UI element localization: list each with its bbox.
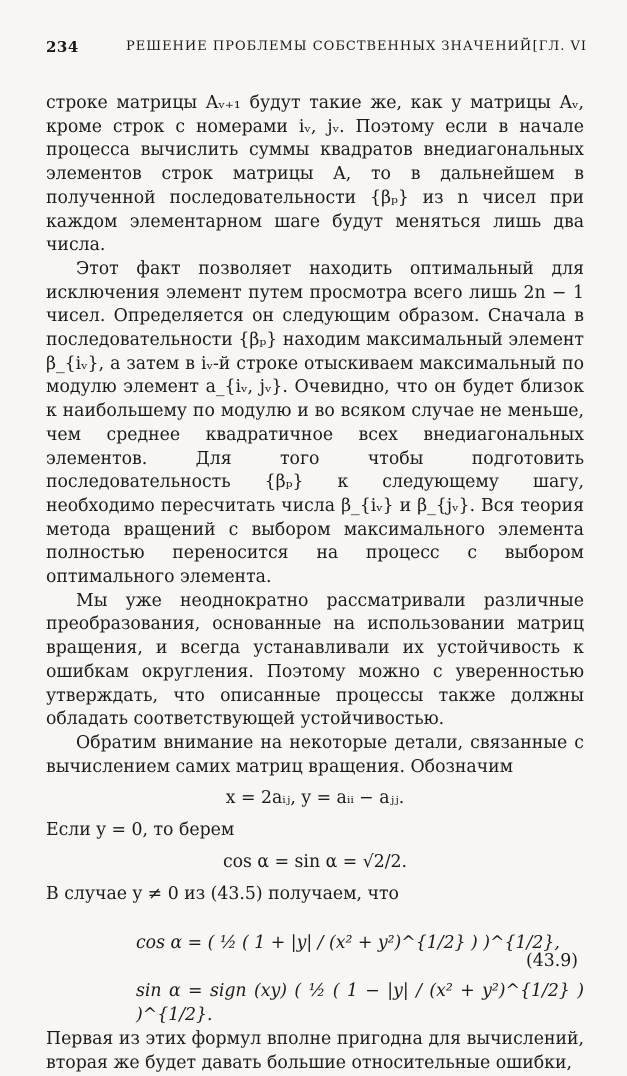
equation-43-9	[46, 910, 584, 1025]
running-header	[46, 36, 587, 60]
paragraph-3: Мы уже неоднократно рассматривали различные преобразования, основанные на использовании матриц вращения, и всегда устанавливали их устойчивость к ошибкам округления. Поэтому можно с уверенностью утверждать, что описанные процессы также должны обладать соответствующей устойчивостью.	[46, 590, 584, 730]
paragraph-1: строке матрицы Aᵥ₊₁ будут такие же, как у матрицы Aᵥ, кроме строк с номерами iᵥ, jᵥ. Поэтому если в начале процесса вычислить суммы квадратов внедиагональных элементов строк матрицы A, то в дальнейшем в полученной последовательности {βₚ} из n чисел при каждом элементарном шаге будут меняться лишь два числа.	[46, 93, 584, 256]
chapter-label: [ГЛ. VI	[532, 39, 587, 54]
text-case-y-nonzero: В случае y ≠ 0 из (43.5) получаем, что	[46, 883, 399, 904]
formula-cos-sin-equal: cos α = sin α = √2/2.	[222, 851, 408, 872]
running-title: РЕШЕНИЕ ПРОБЛЕМЫ СОБСТВЕННЫХ ЗНАЧЕНИЙ	[126, 39, 533, 54]
formula-cos: cos α = ( ½ ( 1 + |y| / (x² + y²)^{1/2} ) )^{1/2},	[136, 933, 560, 954]
formula-sin: sin α = sign (xy) ( ½ ( 1 − |y| / (x² + y²)^{1/2} ) )^{1/2}.	[136, 981, 584, 1025]
closing-paragraph: Первая из этих формул вполне пригодна для вычислений, вторая же будет давать большие относительные ошибки,	[46, 1029, 584, 1073]
text-if-y-zero: Если y = 0, то берем	[46, 820, 235, 841]
equation-number: (43.9)	[526, 951, 578, 972]
page-number: 234	[46, 38, 79, 56]
formula-xy: x = 2aᵢⱼ, y = aᵢᵢ − aⱼⱼ.	[225, 788, 405, 809]
paragraph-4: Обратим внимание на некоторые детали, связанные с вычислением самих матриц вращения. Обозначим	[46, 732, 584, 777]
paragraph-2: Этот факт позволяет находить оптимальный для исключения элемент путем просмотра всего лишь 2n − 1 чисел. Определяется он следующим образом. Сначала в последовательности {βₚ} находим максимальный элемент β_{iᵥ}, а затем в iᵥ-й строке отыскиваем максимальный по модулю элемент a_{iᵥ, jᵥ}. Очевидно, что он будет близок к наибольшему по модулю и во всяком случае не меньше, чем среднее квадратичное всех внедиагональных элементов. Для того чтобы подготовить последовательность {βₚ} к следующему шагу, необходимо пересчитать числа β_{iᵥ} и β_{jᵥ}. Вся теория метода вращений с выбором максимального элемента полностью переносится на процесс с выбором оптимального элемента.	[46, 258, 584, 588]
page-body	[46, 92, 584, 1076]
